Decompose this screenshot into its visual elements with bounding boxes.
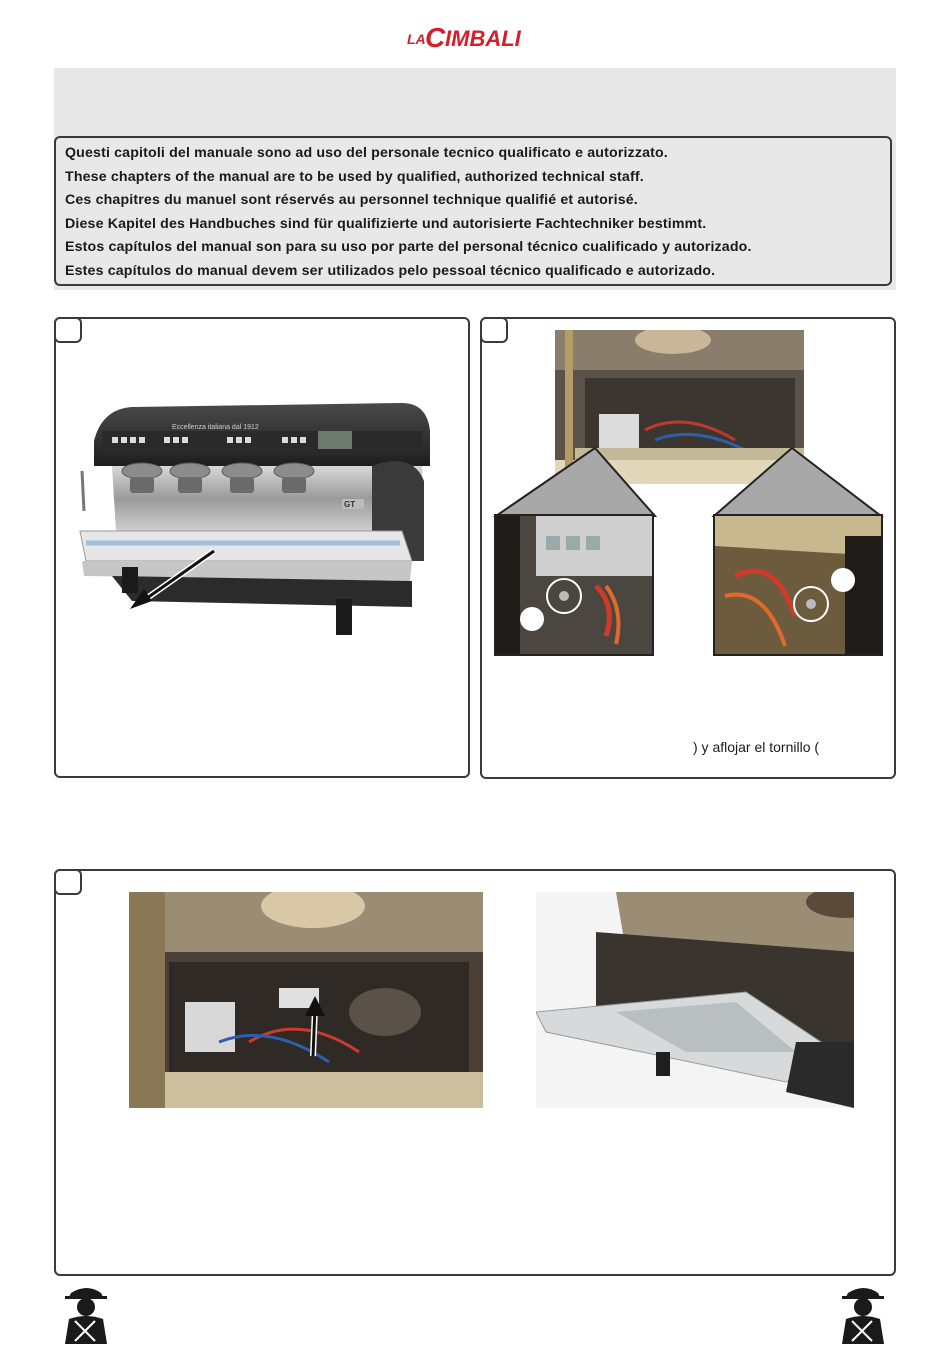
notice-line-fr: Ces chapitres du manuel sont réservés au personnel technique qualifié et autorisé. bbox=[65, 192, 638, 209]
step-number-tab bbox=[54, 869, 82, 895]
brand-logo bbox=[0, 20, 950, 54]
svg-text:LA: LA bbox=[407, 31, 426, 47]
machine-badge: GT bbox=[344, 500, 356, 509]
step-panel-3 bbox=[54, 869, 896, 1276]
drip-tray-removed-photo bbox=[536, 892, 854, 1108]
spanish-instruction-text: ) y aflojar el tornillo ( bbox=[693, 739, 820, 755]
notice-line-es: Estos capítulos del manual son para su uso por parte del personal técnico cualificado y autorizado. bbox=[65, 239, 752, 256]
svg-text:C: C bbox=[425, 22, 446, 53]
detail-photo-left bbox=[494, 514, 654, 656]
technician-icon bbox=[834, 1285, 894, 1349]
notice-line-pt: Estes capítulos do manual devem ser utilizados pelo pessoal técnico qualificado e autorizado. bbox=[65, 262, 716, 279]
notice-line-it: Questi capitoli del manuale sono ad uso del personale tecnico qualificato e autorizzato. bbox=[65, 145, 668, 161]
notice-line-en: These chapters of the manual are to be used by qualified, authorized technical staff. bbox=[65, 168, 644, 185]
machine-slogan: Eccellenza italiana dal 1912 bbox=[172, 424, 259, 431]
detail-photo-right bbox=[713, 514, 883, 656]
step-number-tab bbox=[54, 317, 82, 343]
electronics-compartment-photo bbox=[129, 892, 483, 1108]
notice-line-de: Diese Kapitel des Handbuches sind für qualifizierte und autorisierte Fachtechniker bestimmt. bbox=[65, 215, 707, 232]
svg-text:IMBALI: IMBALI bbox=[445, 26, 521, 51]
step-panel-2 bbox=[480, 317, 896, 779]
step-panel-1 bbox=[54, 317, 470, 778]
qualified-staff-notice bbox=[54, 136, 892, 286]
zoom-callout-lines bbox=[492, 446, 886, 522]
coffee-machine-photo bbox=[72, 371, 454, 659]
step-number-tab bbox=[480, 317, 508, 343]
technician-icon bbox=[57, 1285, 117, 1349]
